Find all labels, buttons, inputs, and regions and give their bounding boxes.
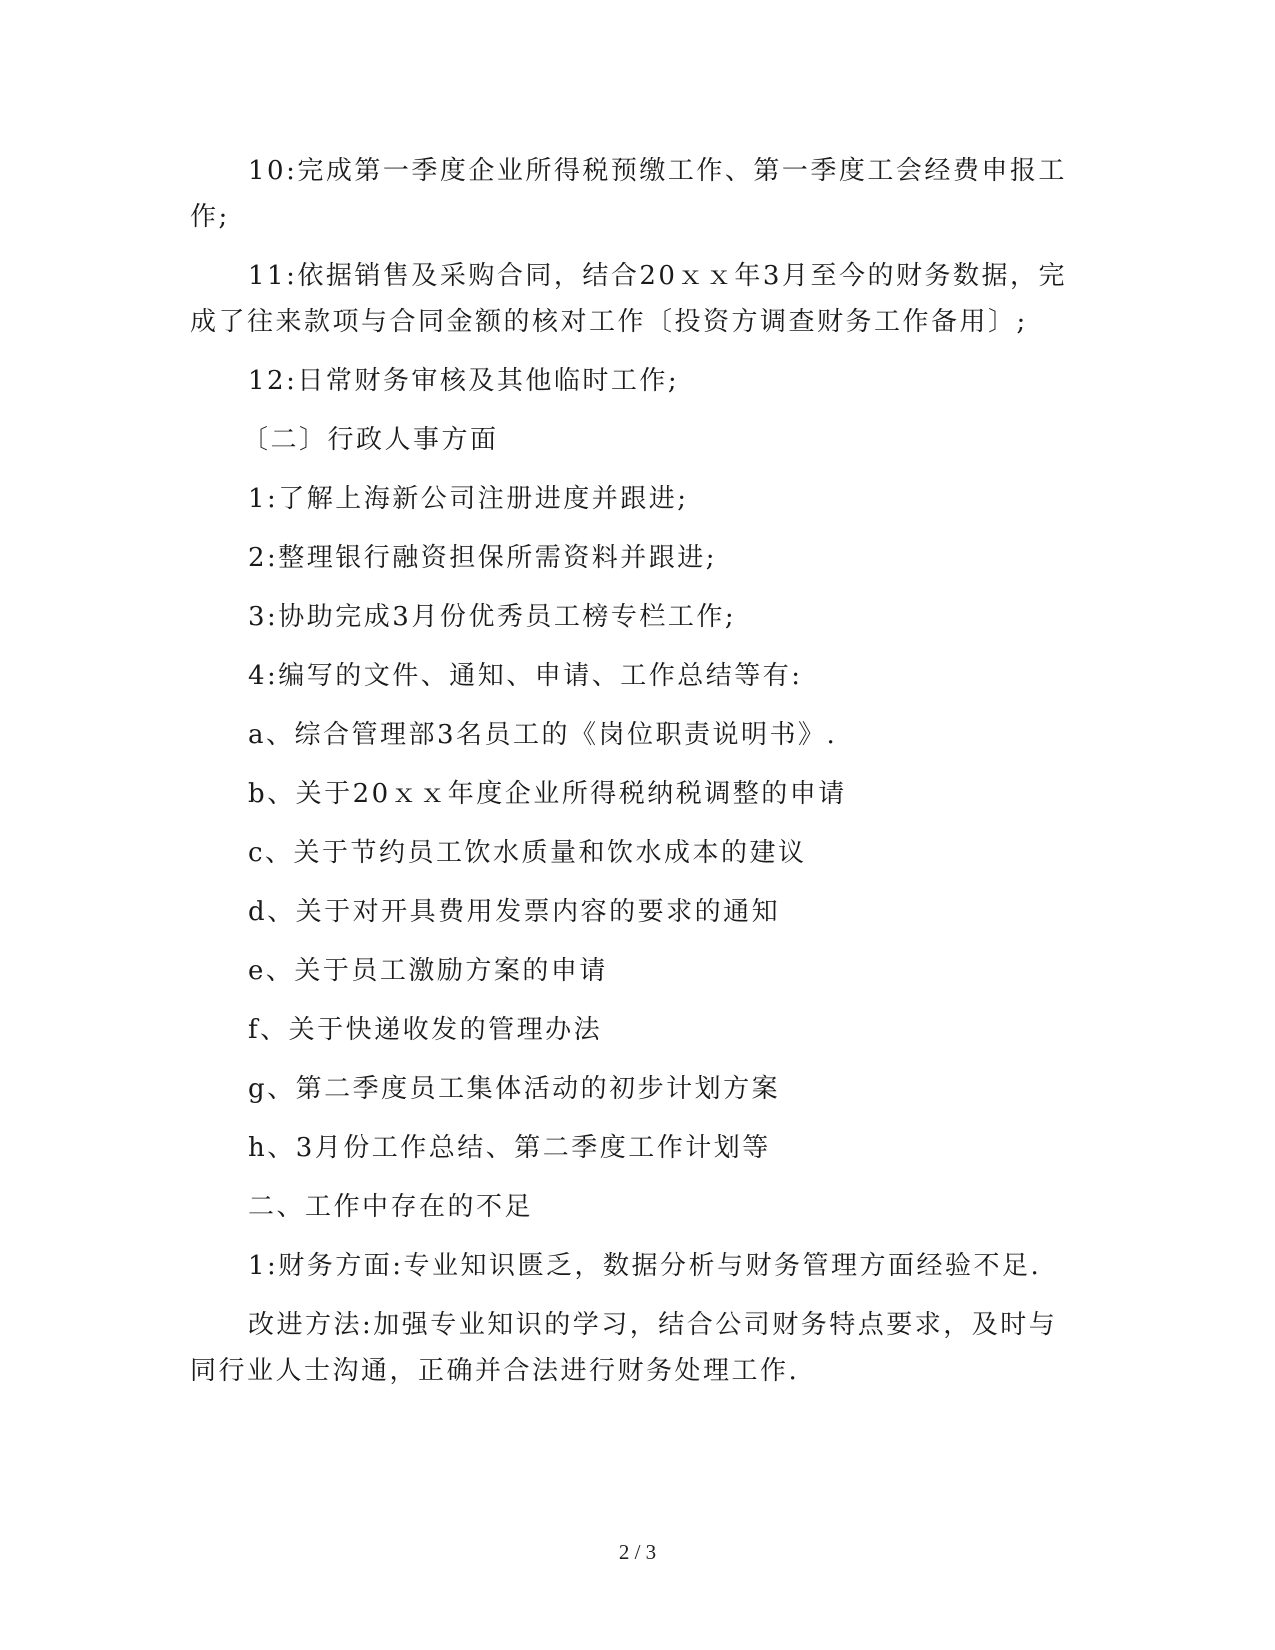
paragraph-finance-shortcoming: 1:财务方面:专业知识匮乏，数据分析与财务管理方面经验不足. — [248, 1251, 1042, 1281]
list-item-d: d、关于对开具费用发票内容的要求的通知 — [248, 897, 781, 927]
paragraph-hr-item-4: 4:编写的文件、通知、申请、工作总结等有: — [248, 661, 803, 691]
list-item-b: b、关于20ｘｘ年度企业所得税纳税调整的申请 — [248, 779, 847, 809]
paragraph-item-10: 10:完成第一季度企业所得税预缴工作、第一季度工会经费申报工作; — [190, 156, 1067, 232]
paragraph-improvement-method: 改进方法:加强专业知识的学习，结合公司财务特点要求，及时与同行业人士沟通，正确并合法进行财务处理工作. — [190, 1310, 1058, 1386]
list-item-a: a、综合管理部3名员工的《岗位职责说明书》. — [248, 720, 838, 750]
section-heading-shortcomings: 二、工作中存在的不足 — [248, 1192, 534, 1222]
paragraph-item-12: 12:日常财务审核及其他临时工作; — [248, 366, 680, 396]
paragraph-hr-item-3: 3:协助完成3月份优秀员工榜专栏工作; — [248, 602, 737, 632]
section-heading-admin-hr: 〔二〕行政人事方面 — [242, 425, 499, 455]
paragraph-hr-item-1: 1:了解上海新公司注册进度并跟进; — [248, 484, 689, 514]
list-item-c: c、关于节约员工饮水质量和饮水成本的建议 — [248, 838, 807, 868]
list-item-h: h、3月份工作总结、第二季度工作计划等 — [248, 1133, 771, 1163]
page-number: 2 / 3 — [618, 1540, 657, 1564]
paragraph-hr-item-2: 2:整理银行融资担保所需资料并跟进; — [248, 543, 718, 573]
paragraph-item-11: 11:依据销售及采购合同，结合20ｘｘ年3月至今的财务数据，完成了往来款项与合同金额的核对工作〔投资方调查财务工作备用〕; — [190, 261, 1067, 337]
list-item-f: f、关于快递收发的管理办法 — [248, 1015, 603, 1045]
list-item-e: e、关于员工激励方案的申请 — [248, 956, 608, 986]
document-body — [190, 148, 1085, 1407]
list-item-g: g、第二季度员工集体活动的初步计划方案 — [248, 1074, 781, 1104]
